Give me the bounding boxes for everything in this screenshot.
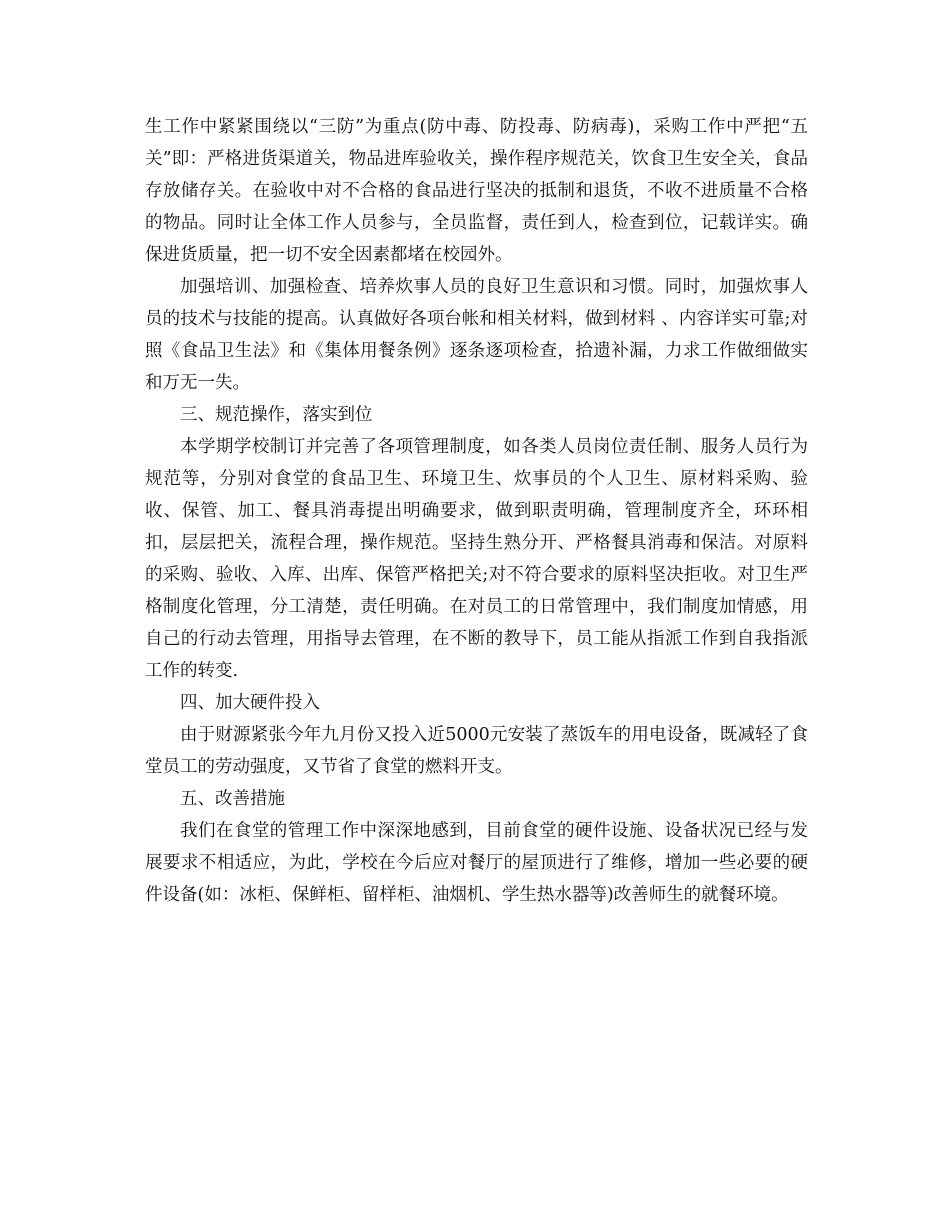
section-heading-5: 五、改善措施 [180,789,285,809]
paragraph-improvements: 我们在食堂的管理工作中深深地感到，目前食堂的硬件设施、设备状况已经与发展要求不相适应，为此，学校在今后应对餐厅的屋顶进行了维修，增加一些必要的硬件设备(如：冰柜、保鲜柜、留样柜、油烟机、学生热水器等)改善师生的就餐环境。 [145,821,808,905]
document-body [145,111,808,911]
paragraph-hardware: 由于财源紧张今年九月份又投入近5000元安装了蒸饭车的用电设备，既减轻了食堂员工的劳动强度，又节省了食堂的燃料开支。 [145,725,808,777]
section-heading-4: 四、加大硬件投入 [180,693,320,713]
section-heading-3: 三、规范操作，落实到位 [180,405,373,425]
paragraph-management-system: 本学期学校制订并完善了各项管理制度，如各类人员岗位责任制、服务人员行为规范等，分别对食堂的食品卫生、环境卫生、炊事员的个人卫生、原材料采购、验收、保管、加工、餐具消毒提出明确要求，做到职责明确，管理制度齐全，环环相扣，层层把关，流程合理，操作规范。坚持生熟分开、严格餐具消毒和保洁。对原料的采购、验收、入库、出库、保管严格把关;对不符合要求的原料坚决拒收。对卫生严格制度化管理，分工清楚，责任明确。在对员工的日常管理中，我们制度加情感，用自己的行动去管理，用指导去管理，在不断的教导下，员工能从指派工作到自我指派工作的转变. [145,437,808,681]
paragraph-training: 加强培训、加强检查、培养炊事人员的良好卫生意识和习惯。同时，加强炊事人员的技术与技能的提高。认真做好各项台帐和相关材料，做到材料 、内容详实可靠;对照《食品卫生法》和《集体用餐条例》逐条逐项检查，拾遗补漏，力求工作做细做实和万无一失。 [145,277,808,393]
paragraph-procurement: 生工作中紧紧围绕以“三防”为重点(防中毒、防投毒、防病毒)，采购工作中严把“五关”即：严格进货渠道关，物品进库验收关，操作程序规范关，饮食卫生安全关，食品存放储存关。在验收中对不合格的食品进行坚决的抵制和退货，不收不进质量不合格的物品。同时让全体工作人员参与，全员监督，责任到人，检查到位，记载详实。确保进货质量，把一切不安全因素都堵在校园外。 [145,117,808,265]
